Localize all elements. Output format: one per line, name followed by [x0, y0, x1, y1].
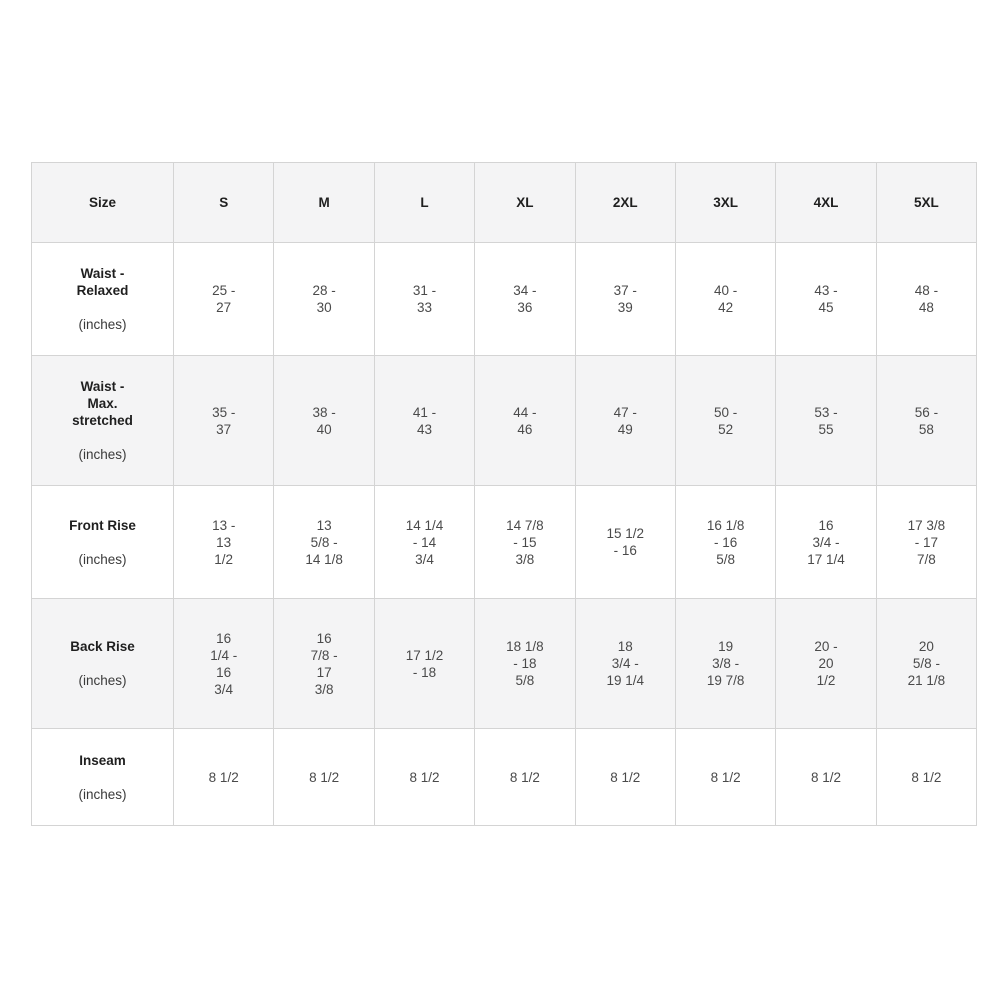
table-cell: 8 1/2 — [876, 729, 976, 826]
table-cell: 38 - 40 — [274, 356, 374, 486]
size-header-s: S — [174, 163, 274, 243]
table-cell: 16 7/8 - 17 3/8 — [274, 599, 374, 729]
size-chart-table — [31, 162, 977, 826]
table-cell: 8 1/2 — [675, 729, 775, 826]
table-cell: 56 - 58 — [876, 356, 976, 486]
table-cell: 8 1/2 — [174, 729, 274, 826]
size-header-5xl: 5XL — [876, 163, 976, 243]
table-cell: 16 3/4 - 17 1/4 — [776, 486, 876, 599]
table-cell: 8 1/2 — [374, 729, 474, 826]
row-label: Front Rise — [69, 517, 136, 533]
table-cell: 25 - 27 — [174, 243, 274, 356]
table-cell: 18 3/4 - 19 1/4 — [575, 599, 675, 729]
table-cell: 17 3/8 - 17 7/8 — [876, 486, 976, 599]
table-cell: 16 1/8 - 16 5/8 — [675, 486, 775, 599]
table-cell: 40 - 42 — [675, 243, 775, 356]
table-cell: 19 3/8 - 19 7/8 — [675, 599, 775, 729]
table-cell: 8 1/2 — [575, 729, 675, 826]
row-label: Waist - Relaxed — [76, 266, 129, 298]
row-label-cell — [32, 729, 174, 826]
row-label: Waist - Max. stretched — [72, 379, 133, 428]
row-unit: (inches) — [78, 673, 127, 688]
table-row — [32, 729, 977, 826]
table-cell: 8 1/2 — [776, 729, 876, 826]
row-label-cell — [32, 486, 174, 599]
row-unit: (inches) — [78, 786, 127, 802]
row-label-cell — [32, 599, 174, 729]
row-label-cell — [32, 243, 174, 356]
table-cell: 14 1/4 - 14 3/4 — [374, 486, 474, 599]
table-cell: 41 - 43 — [374, 356, 474, 486]
table-cell: 13 - 13 1/2 — [174, 486, 274, 599]
table-cell: 15 1/2 - 16 — [575, 486, 675, 599]
table-cell: 17 1/2 - 18 — [374, 599, 474, 729]
size-header-m: M — [274, 163, 374, 243]
table-cell: 18 1/8 - 18 5/8 — [475, 599, 575, 729]
row-label: Inseam — [79, 752, 126, 768]
row-unit: (inches) — [78, 317, 127, 332]
table-cell: 53 - 55 — [776, 356, 876, 486]
size-header-4xl: 4XL — [776, 163, 876, 243]
row-unit: (inches) — [78, 447, 127, 462]
table-row — [32, 599, 977, 729]
table-cell: 28 - 30 — [274, 243, 374, 356]
row-unit: (inches) — [78, 551, 127, 567]
table-cell: 14 7/8 - 15 3/8 — [475, 486, 575, 599]
table-cell: 48 - 48 — [876, 243, 976, 356]
table-row — [32, 356, 977, 486]
table-cell: 13 5/8 - 14 1/8 — [274, 486, 374, 599]
table-row — [32, 243, 977, 356]
header-row — [32, 163, 977, 243]
table-cell: 16 1/4 - 16 3/4 — [174, 599, 274, 729]
table-cell: 37 - 39 — [575, 243, 675, 356]
size-header-label: Size — [32, 163, 174, 243]
table-cell: 31 - 33 — [374, 243, 474, 356]
table-cell: 50 - 52 — [675, 356, 775, 486]
table-cell: 35 - 37 — [174, 356, 274, 486]
table-cell: 47 - 49 — [575, 356, 675, 486]
table-cell: 44 - 46 — [475, 356, 575, 486]
row-label: Back Rise — [70, 639, 135, 654]
size-header-2xl: 2XL — [575, 163, 675, 243]
row-label-cell — [32, 356, 174, 486]
table-cell: 8 1/2 — [274, 729, 374, 826]
size-header-xl: XL — [475, 163, 575, 243]
table-cell: 8 1/2 — [475, 729, 575, 826]
table-cell: 20 5/8 - 21 1/8 — [876, 599, 976, 729]
table-cell: 34 - 36 — [475, 243, 575, 356]
size-chart-container — [31, 162, 976, 826]
size-header-3xl: 3XL — [675, 163, 775, 243]
table-cell: 20 - 20 1/2 — [776, 599, 876, 729]
table-cell: 43 - 45 — [776, 243, 876, 356]
size-header-l: L — [374, 163, 474, 243]
table-row — [32, 486, 977, 599]
